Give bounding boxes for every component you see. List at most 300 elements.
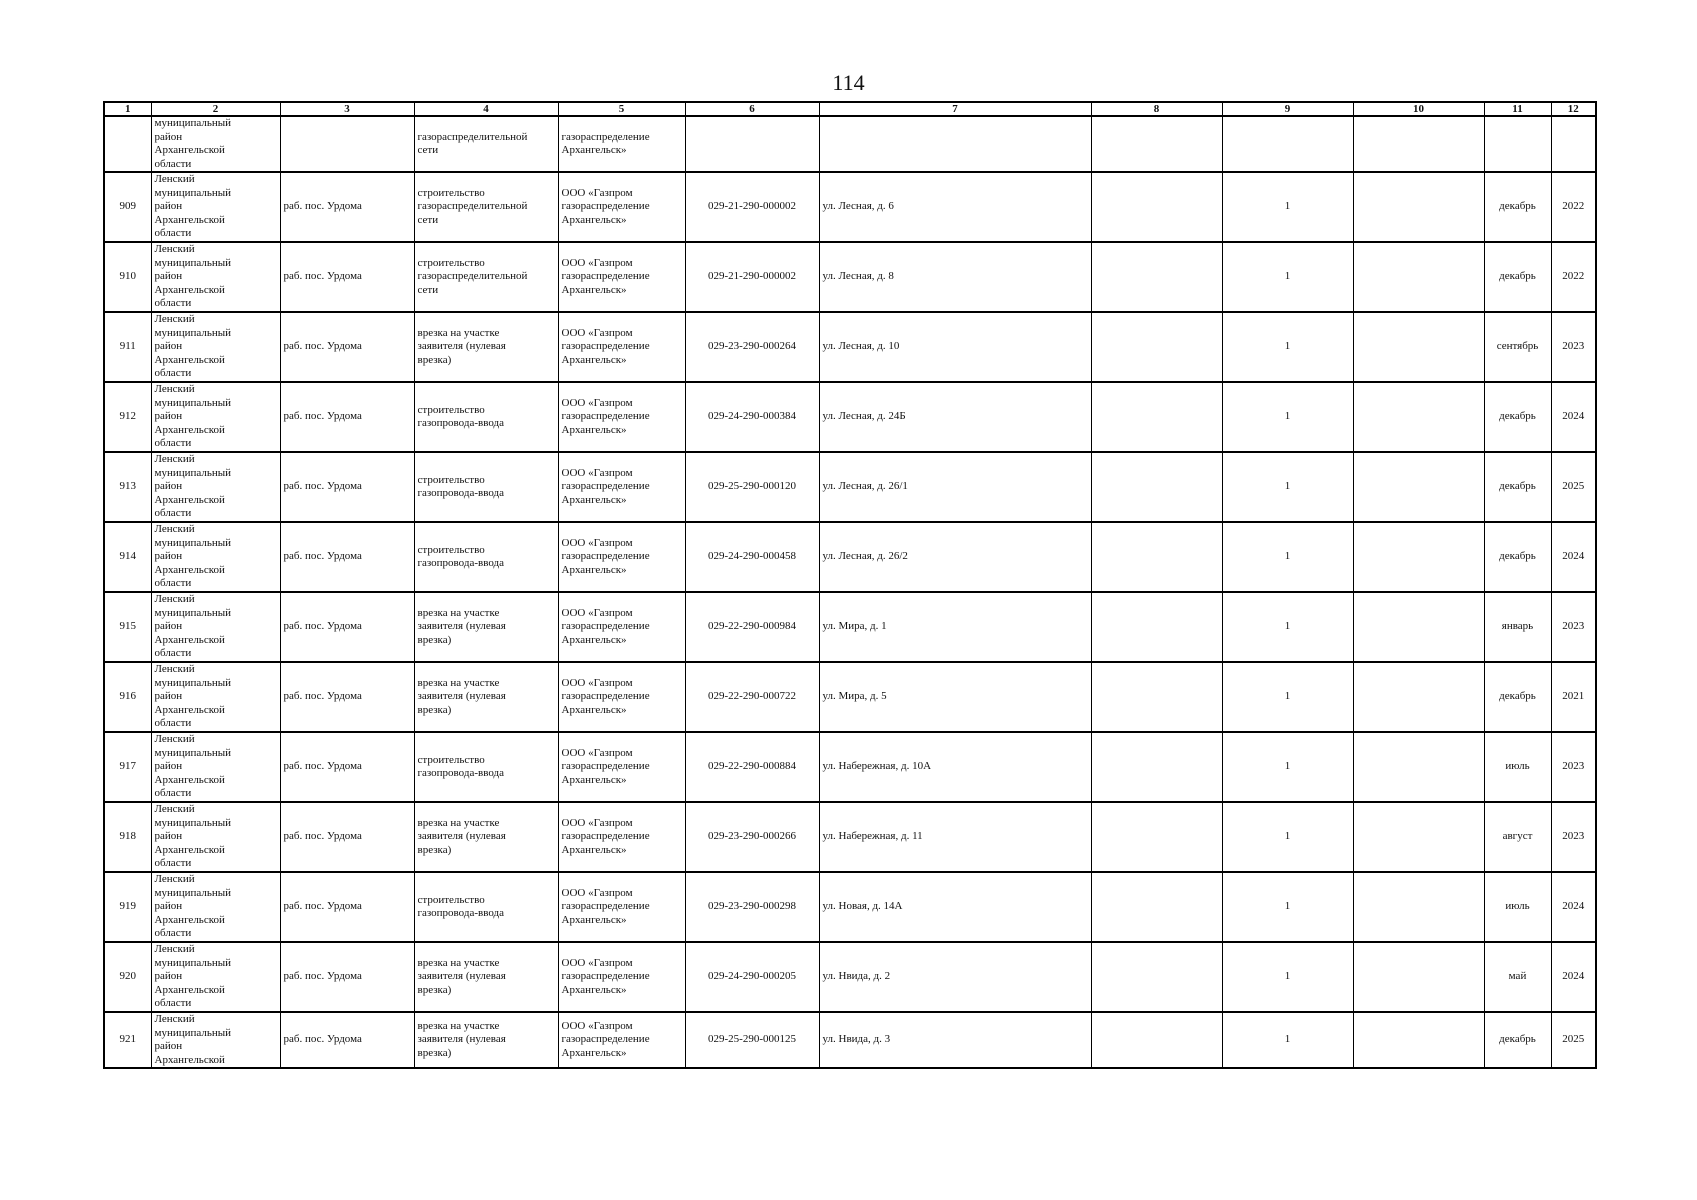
cell-text-line: врезка на участке xyxy=(417,1019,500,1032)
column-8-cell xyxy=(1091,732,1222,802)
cell-text-line: район xyxy=(154,620,183,633)
cell-text-line: области xyxy=(154,227,192,240)
row-number-cell: 915 xyxy=(104,592,151,662)
column-header: 7 xyxy=(819,102,1091,116)
address-cell: ул. Лесная, д. 26/1 xyxy=(819,452,1091,522)
table-row xyxy=(104,732,1596,802)
settlement-cell: раб. пос. Урдома xyxy=(280,382,414,452)
cell-text-line: Архангельск» xyxy=(561,423,627,436)
work-type-cell xyxy=(414,312,558,382)
column-header: 6 xyxy=(685,102,819,116)
cell-text-line: газораспределение xyxy=(561,900,650,913)
work-type-cell xyxy=(414,172,558,242)
cell-text-line: ООО «Газпром xyxy=(561,1019,633,1032)
cell-text-line: Архангельской xyxy=(154,144,225,156)
cell-text-line: район xyxy=(154,760,183,773)
row-number-cell: 911 xyxy=(104,312,151,382)
cell-text-line: области xyxy=(154,787,192,800)
column-header: 2 xyxy=(151,102,280,116)
row-number-cell: 916 xyxy=(104,662,151,732)
row-number-cell: 912 xyxy=(104,382,151,452)
cell-text-line: Ленский xyxy=(154,243,195,256)
cell-text-line: район xyxy=(154,410,183,423)
year-cell: 2025 xyxy=(1551,1012,1596,1068)
row-number-cell: 919 xyxy=(104,872,151,942)
cell-text-line: области xyxy=(154,437,192,450)
cell-text-line: врезка на участке xyxy=(417,326,500,339)
cell-text-line: Архангельск» xyxy=(561,843,627,856)
quantity-cell: 1 xyxy=(1222,522,1353,592)
cell-text-line: муниципальный xyxy=(154,466,232,479)
organization-cell xyxy=(558,522,685,592)
table-row xyxy=(104,662,1596,732)
organization-cell xyxy=(558,942,685,1012)
quantity-cell: 1 xyxy=(1222,1012,1353,1068)
cell-text-line: Архангельск» xyxy=(561,1046,627,1059)
column-8-cell xyxy=(1091,172,1222,242)
column-10-cell xyxy=(1353,662,1484,732)
column-10-cell xyxy=(1353,312,1484,382)
district-cell xyxy=(151,662,280,732)
cell-text-line: ООО «Газпром xyxy=(561,256,633,269)
cell-text-line: области xyxy=(154,927,192,940)
column-10-cell xyxy=(1353,452,1484,522)
row-number-cell: 918 xyxy=(104,802,151,872)
row-number-cell: 913 xyxy=(104,452,151,522)
cell-text-line: Архангельск» xyxy=(561,144,627,156)
cell-text-line: газопровода-ввода xyxy=(417,417,504,429)
cell-text-line: Ленский xyxy=(154,523,195,536)
cell-text-line: район xyxy=(154,340,183,353)
district-cell xyxy=(151,592,280,662)
month-cell: май xyxy=(1484,942,1551,1012)
cell-text-line: Архангельской xyxy=(154,703,225,716)
district-cell xyxy=(151,942,280,1012)
cell-text-line: заявителя (нулевая xyxy=(417,690,506,703)
cell-text-line: Архангельской xyxy=(154,633,225,646)
cell-text-line: район xyxy=(154,690,183,703)
address-cell: ул. Лесная, д. 6 xyxy=(819,172,1091,242)
row-number-cell: 909 xyxy=(104,172,151,242)
cell-text-line: газораспределение xyxy=(561,830,650,843)
cell-text-line: муниципальный xyxy=(154,536,232,549)
table-row xyxy=(104,382,1596,452)
cell-text-line: области xyxy=(154,997,192,1010)
cell-text-line: газораспределение xyxy=(561,340,650,353)
column-header: 12 xyxy=(1551,102,1596,116)
quantity-cell: 1 xyxy=(1222,662,1353,732)
settlement-cell: раб. пос. Урдома xyxy=(280,732,414,802)
address-cell: ул. Лесная, д. 10 xyxy=(819,312,1091,382)
cell-text-line: муниципальный xyxy=(154,396,232,409)
cell-text-line: муниципальный xyxy=(154,117,232,129)
cell-text-line: район xyxy=(154,200,183,213)
work-type-cell xyxy=(414,592,558,662)
settlement-cell: раб. пос. Урдома xyxy=(280,662,414,732)
cell-text-line: области xyxy=(154,647,192,660)
row-number-cell xyxy=(104,116,151,172)
table-row xyxy=(104,872,1596,942)
cell-text-line: газопровода-ввода xyxy=(417,907,504,919)
cell-text-line: врезка) xyxy=(417,353,452,366)
cell-text-line: сети xyxy=(417,144,439,156)
year-cell: 2023 xyxy=(1551,732,1596,802)
year-cell: 2023 xyxy=(1551,592,1596,662)
cell-text-line: газораспределение xyxy=(561,1033,650,1046)
cell-text-line: Ленский xyxy=(154,943,195,956)
address-cell: ул. Лесная, д. 8 xyxy=(819,242,1091,312)
cell-text-line: Ленский xyxy=(154,313,195,326)
month-cell: декабрь xyxy=(1484,452,1551,522)
column-header: 10 xyxy=(1353,102,1484,116)
year-cell: 2023 xyxy=(1551,312,1596,382)
cell-text-line: врезка на участке xyxy=(417,606,500,619)
year-cell: 2023 xyxy=(1551,802,1596,872)
cell-text-line: газораспределение xyxy=(561,760,650,773)
column-header: 3 xyxy=(280,102,414,116)
cell-text-line: муниципальный xyxy=(154,816,232,829)
cell-text-line: Архангельск» xyxy=(561,983,627,996)
cell-text-line: области xyxy=(154,367,192,380)
column-10-cell xyxy=(1353,382,1484,452)
cell-text-line: Ленский xyxy=(154,173,195,186)
cell-text-line: Ленский xyxy=(154,383,195,396)
cell-text-line: врезка) xyxy=(417,633,452,646)
cell-text-line: заявителя (нулевая xyxy=(417,1033,506,1046)
address-cell: ул. Мира, д. 5 xyxy=(819,662,1091,732)
cell-text-line: муниципальный xyxy=(154,956,232,969)
page-number: 114 xyxy=(832,70,865,95)
year-cell: 2024 xyxy=(1551,382,1596,452)
column-header: 9 xyxy=(1222,102,1353,116)
organization-cell xyxy=(558,662,685,732)
cell-text-line: район xyxy=(154,1040,183,1052)
application-code-cell: 029-22-290-000984 xyxy=(685,592,819,662)
cell-text-line: ООО «Газпром xyxy=(561,676,633,689)
quantity-cell xyxy=(1222,116,1353,172)
table-row xyxy=(104,172,1596,242)
cell-text-line: строительство xyxy=(417,403,485,416)
application-code-cell: 029-21-290-000002 xyxy=(685,242,819,312)
settlement-cell xyxy=(280,116,414,172)
organization-cell xyxy=(558,452,685,522)
cell-text-line: строительство xyxy=(417,543,485,556)
cell-text-line: Архангельской xyxy=(154,843,225,856)
cell-text-line: газораспределение xyxy=(561,970,650,983)
month-cell: декабрь xyxy=(1484,662,1551,732)
cell-text-line: Ленский xyxy=(154,873,195,886)
application-code-cell: 029-22-290-000884 xyxy=(685,732,819,802)
year-cell: 2022 xyxy=(1551,172,1596,242)
cell-text-line: Архангельской xyxy=(154,283,225,296)
cell-text-line: врезка на участке xyxy=(417,676,500,689)
application-code-cell: 029-24-290-000458 xyxy=(685,522,819,592)
cell-text-line: газораспределительной xyxy=(417,130,528,143)
work-type-cell xyxy=(414,942,558,1012)
cell-text-line: район xyxy=(154,830,183,843)
cell-text-line: строительство xyxy=(417,753,485,766)
district-cell xyxy=(151,452,280,522)
application-code-cell: 029-21-290-000002 xyxy=(685,172,819,242)
cell-text-line: Архангельск» xyxy=(561,493,627,506)
table-body xyxy=(104,116,1596,1068)
cell-text-line: Архангельской xyxy=(154,563,225,576)
address-cell: ул. Лесная, д. 24Б xyxy=(819,382,1091,452)
organization-cell xyxy=(558,732,685,802)
column-8-cell xyxy=(1091,872,1222,942)
year-cell: 2025 xyxy=(1551,452,1596,522)
cell-text-line: Архангельской xyxy=(154,493,225,506)
cell-text-line: газораспределение xyxy=(561,620,650,633)
cell-text-line: муниципальный xyxy=(154,186,232,199)
cell-text-line: врезка на участке xyxy=(417,816,500,829)
cell-text-line: строительство xyxy=(417,893,485,906)
cell-text-line: Архангельск» xyxy=(561,213,627,226)
settlement-cell: раб. пос. Урдома xyxy=(280,172,414,242)
settlement-cell: раб. пос. Урдома xyxy=(280,242,414,312)
table-row xyxy=(104,592,1596,662)
cell-text-line: муниципальный xyxy=(154,606,232,619)
work-type-cell xyxy=(414,732,558,802)
quantity-cell: 1 xyxy=(1222,452,1353,522)
cell-text-line: ООО «Газпром xyxy=(561,396,633,409)
quantity-cell: 1 xyxy=(1222,382,1353,452)
cell-text-line: строительство xyxy=(417,256,485,269)
address-cell: ул. Новая, д. 14А xyxy=(819,872,1091,942)
cell-text-line: сети xyxy=(417,283,439,296)
organization-cell xyxy=(558,1012,685,1068)
settlement-cell: раб. пос. Урдома xyxy=(280,312,414,382)
year-cell: 2024 xyxy=(1551,522,1596,592)
district-cell xyxy=(151,116,280,172)
cell-text-line: район xyxy=(154,270,183,283)
district-cell xyxy=(151,312,280,382)
work-type-cell xyxy=(414,872,558,942)
cell-text-line: район xyxy=(154,550,183,563)
quantity-cell: 1 xyxy=(1222,732,1353,802)
work-type-cell xyxy=(414,662,558,732)
column-8-cell xyxy=(1091,1012,1222,1068)
cell-text-line: Архангельск» xyxy=(561,563,627,576)
organization-cell xyxy=(558,242,685,312)
table-row xyxy=(104,942,1596,1012)
cell-text-line: Ленский xyxy=(154,1013,195,1025)
month-cell: январь xyxy=(1484,592,1551,662)
column-number-header-row xyxy=(104,102,1596,116)
cell-text-line: заявителя (нулевая xyxy=(417,830,506,843)
cell-text-line: сети xyxy=(417,213,439,226)
cell-text-line: врезка) xyxy=(417,843,452,856)
cell-text-line: муниципальный xyxy=(154,1026,232,1039)
quantity-cell: 1 xyxy=(1222,802,1353,872)
month-cell: декабрь xyxy=(1484,172,1551,242)
cell-text-line: Ленский xyxy=(154,733,195,746)
column-8-cell xyxy=(1091,942,1222,1012)
column-10-cell xyxy=(1353,522,1484,592)
work-type-cell xyxy=(414,1012,558,1068)
table-row xyxy=(104,312,1596,382)
settlement-cell: раб. пос. Урдома xyxy=(280,802,414,872)
cell-text-line: Архангельск» xyxy=(561,913,627,926)
column-header: 5 xyxy=(558,102,685,116)
register-table xyxy=(103,101,1597,1069)
cell-text-line: области xyxy=(154,297,192,310)
column-header: 8 xyxy=(1091,102,1222,116)
year-cell: 2024 xyxy=(1551,942,1596,1012)
cell-text-line: ООО «Газпром xyxy=(561,186,633,199)
cell-text-line: ООО «Газпром xyxy=(561,746,633,759)
cell-text-line: ООО «Газпром xyxy=(561,606,633,619)
column-header: 1 xyxy=(104,102,151,116)
work-type-cell xyxy=(414,116,558,172)
cell-text-line: муниципальный xyxy=(154,326,232,339)
year-cell xyxy=(1551,116,1596,172)
cell-text-line: ООО «Газпром xyxy=(561,956,633,969)
settlement-cell: раб. пос. Урдома xyxy=(280,872,414,942)
settlement-cell: раб. пос. Урдома xyxy=(280,592,414,662)
address-cell: ул. Набережная, д. 10А xyxy=(819,732,1091,802)
cell-text-line: области xyxy=(154,857,192,870)
cell-text-line: врезка на участке xyxy=(417,956,500,969)
cell-text-line: Ленский xyxy=(154,453,195,466)
column-8-cell xyxy=(1091,382,1222,452)
district-cell xyxy=(151,172,280,242)
month-cell: декабрь xyxy=(1484,382,1551,452)
organization-cell xyxy=(558,172,685,242)
district-cell xyxy=(151,1012,280,1068)
application-code-cell: 029-25-290-000125 xyxy=(685,1012,819,1068)
district-cell xyxy=(151,802,280,872)
month-cell xyxy=(1484,116,1551,172)
cell-text-line: Архангельской xyxy=(154,213,225,226)
month-cell: декабрь xyxy=(1484,1012,1551,1068)
cell-text-line: заявителя (нулевая xyxy=(417,970,506,983)
district-cell xyxy=(151,872,280,942)
column-10-cell xyxy=(1353,1012,1484,1068)
column-8-cell xyxy=(1091,592,1222,662)
cell-text-line: газопровода-ввода xyxy=(417,487,504,499)
year-cell: 2022 xyxy=(1551,242,1596,312)
cell-text-line: ООО «Газпром xyxy=(561,536,633,549)
cell-text-line: Архангельской xyxy=(154,1053,225,1066)
cell-text-line: врезка) xyxy=(417,1046,452,1059)
application-code-cell xyxy=(685,116,819,172)
application-code-cell: 029-22-290-000722 xyxy=(685,662,819,732)
cell-text-line: Архангельск» xyxy=(561,633,627,646)
table-row xyxy=(104,1012,1596,1068)
cell-text-line: Архангельской xyxy=(154,913,225,926)
column-8-cell xyxy=(1091,242,1222,312)
address-cell: ул. Набережная, д. 11 xyxy=(819,802,1091,872)
month-cell: август xyxy=(1484,802,1551,872)
cell-text-line: Ленский xyxy=(154,803,195,816)
organization-cell xyxy=(558,382,685,452)
cell-text-line: газопровода-ввода xyxy=(417,767,504,779)
column-8-cell xyxy=(1091,662,1222,732)
cell-text-line: муниципальный xyxy=(154,676,232,689)
quantity-cell: 1 xyxy=(1222,872,1353,942)
cell-text-line: строительство xyxy=(417,186,485,199)
cell-text-line: Ленский xyxy=(154,663,195,676)
row-number-cell: 914 xyxy=(104,522,151,592)
address-cell: ул. Нвида, д. 2 xyxy=(819,942,1091,1012)
column-10-cell xyxy=(1353,592,1484,662)
column-8-cell xyxy=(1091,312,1222,382)
cell-text-line: Архангельской xyxy=(154,773,225,786)
table-row xyxy=(104,116,1596,172)
cell-text-line: газораспределение xyxy=(561,270,650,283)
column-10-cell xyxy=(1353,802,1484,872)
cell-text-line: ООО «Газпром xyxy=(561,816,633,829)
column-10-cell xyxy=(1353,942,1484,1012)
cell-text-line: район xyxy=(154,900,183,913)
cell-text-line: Архангельск» xyxy=(561,283,627,296)
organization-cell xyxy=(558,116,685,172)
column-10-cell xyxy=(1353,172,1484,242)
cell-text-line: области xyxy=(154,507,192,520)
quantity-cell: 1 xyxy=(1222,312,1353,382)
work-type-cell xyxy=(414,802,558,872)
column-8-cell xyxy=(1091,802,1222,872)
column-8-cell xyxy=(1091,116,1222,172)
cell-text-line: газораспределение xyxy=(561,690,650,703)
row-number-cell: 920 xyxy=(104,942,151,1012)
column-header: 11 xyxy=(1484,102,1551,116)
cell-text-line: муниципальный xyxy=(154,256,232,269)
application-code-cell: 029-23-290-000266 xyxy=(685,802,819,872)
cell-text-line: газораспределение xyxy=(561,130,650,143)
table-row xyxy=(104,802,1596,872)
work-type-cell xyxy=(414,382,558,452)
district-cell xyxy=(151,382,280,452)
table-row xyxy=(104,452,1596,522)
settlement-cell: раб. пос. Урдома xyxy=(280,522,414,592)
cell-text-line: Архангельской xyxy=(154,983,225,996)
settlement-cell: раб. пос. Урдома xyxy=(280,942,414,1012)
column-10-cell xyxy=(1353,732,1484,802)
application-code-cell: 029-23-290-000264 xyxy=(685,312,819,382)
cell-text-line: строительство xyxy=(417,473,485,486)
row-number-cell: 921 xyxy=(104,1012,151,1068)
cell-text-line: врезка) xyxy=(417,983,452,996)
cell-text-line: заявителя (нулевая xyxy=(417,620,506,633)
cell-text-line: газораспределение xyxy=(561,200,650,213)
month-cell: июль xyxy=(1484,872,1551,942)
table-row xyxy=(104,242,1596,312)
cell-text-line: Архангельск» xyxy=(561,703,627,716)
district-cell xyxy=(151,522,280,592)
work-type-cell xyxy=(414,522,558,592)
application-code-cell: 029-25-290-000120 xyxy=(685,452,819,522)
district-cell xyxy=(151,732,280,802)
address-cell: ул. Лесная, д. 26/2 xyxy=(819,522,1091,592)
cell-text-line: район xyxy=(154,130,183,143)
quantity-cell: 1 xyxy=(1222,942,1353,1012)
column-10-cell xyxy=(1353,116,1484,172)
application-code-cell: 029-24-290-000384 xyxy=(685,382,819,452)
cell-text-line: газораспределение xyxy=(561,480,650,493)
cell-text-line: Ленский xyxy=(154,593,195,606)
column-8-cell xyxy=(1091,452,1222,522)
column-10-cell xyxy=(1353,242,1484,312)
month-cell: декабрь xyxy=(1484,522,1551,592)
cell-text-line: район xyxy=(154,480,183,493)
month-cell: сентябрь xyxy=(1484,312,1551,382)
quantity-cell: 1 xyxy=(1222,242,1353,312)
address-cell: ул. Мира, д. 1 xyxy=(819,592,1091,662)
column-8-cell xyxy=(1091,522,1222,592)
cell-text-line: газораспределительной xyxy=(417,270,528,283)
